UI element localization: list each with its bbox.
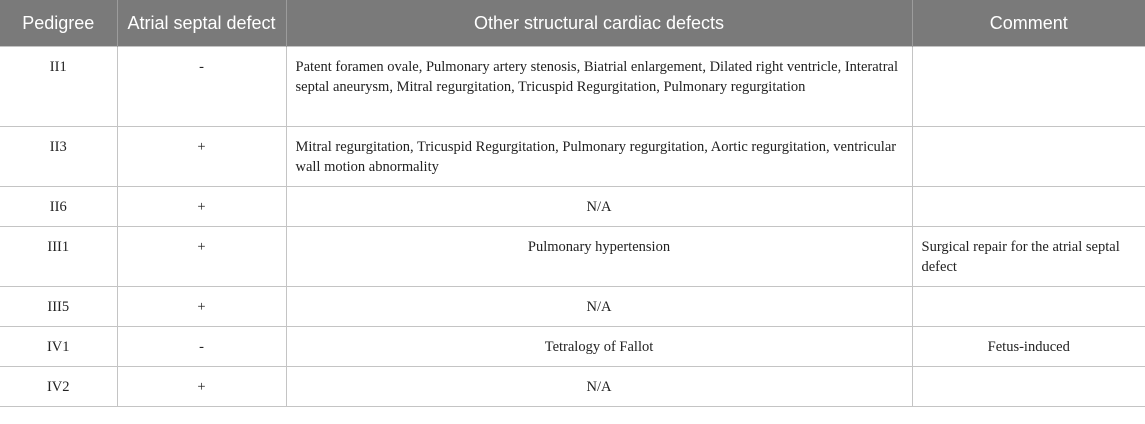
cell-comment: Fetus-induced (912, 327, 1145, 367)
table-row (0, 187, 1145, 227)
cell-pedigree: III1 (0, 227, 117, 287)
cell-other-defects: Patent foramen ovale, Pulmonary artery stenosis, Biatrial enlargement, Dilated right ventricle, Interatral septal aneurysm, Mitral regurgitation, Tricuspid Regurgitation, Pulmonary regurgitation (286, 47, 912, 127)
cell-pedigree: II6 (0, 187, 117, 227)
cell-pedigree: IV1 (0, 327, 117, 367)
header-pedigree: Pedigree (0, 0, 117, 47)
cell-other-defects: N/A (286, 367, 912, 407)
cell-other-defects: N/A (286, 187, 912, 227)
cell-comment (912, 367, 1145, 407)
cell-asd: + (117, 227, 286, 287)
cell-other-defects: Pulmonary hypertension (286, 227, 912, 287)
cell-asd: + (117, 127, 286, 187)
table-row (0, 327, 1145, 367)
header-atrial-septal-defect: Atrial septal defect (117, 0, 286, 47)
cell-pedigree: II3 (0, 127, 117, 187)
cell-pedigree: II1 (0, 47, 117, 127)
table-row (0, 287, 1145, 327)
table-row (0, 367, 1145, 407)
cell-comment (912, 187, 1145, 227)
cell-other-defects: N/A (286, 287, 912, 327)
cell-other-defects: Mitral regurgitation, Tricuspid Regurgitation, Pulmonary regurgitation, Aortic regurgitation, ventricular wall motion abnormality (286, 127, 912, 187)
cell-pedigree: IV2 (0, 367, 117, 407)
cell-asd: + (117, 287, 286, 327)
header-comment: Comment (912, 0, 1145, 47)
cell-asd: + (117, 187, 286, 227)
cell-asd: + (117, 367, 286, 407)
table-body (0, 47, 1145, 407)
cell-comment (912, 47, 1145, 127)
table-header (0, 0, 1145, 47)
cell-pedigree: III5 (0, 287, 117, 327)
cell-comment (912, 287, 1145, 327)
table-row (0, 47, 1145, 127)
cell-comment: Surgical repair for the atrial septal defect (912, 227, 1145, 287)
cell-comment (912, 127, 1145, 187)
cell-other-defects: Tetralogy of Fallot (286, 327, 912, 367)
cell-asd: - (117, 327, 286, 367)
header-other-defects: Other structural cardiac defects (286, 0, 912, 47)
table-row (0, 127, 1145, 187)
table-row (0, 227, 1145, 287)
header-row (0, 0, 1145, 47)
cell-asd: - (117, 47, 286, 127)
